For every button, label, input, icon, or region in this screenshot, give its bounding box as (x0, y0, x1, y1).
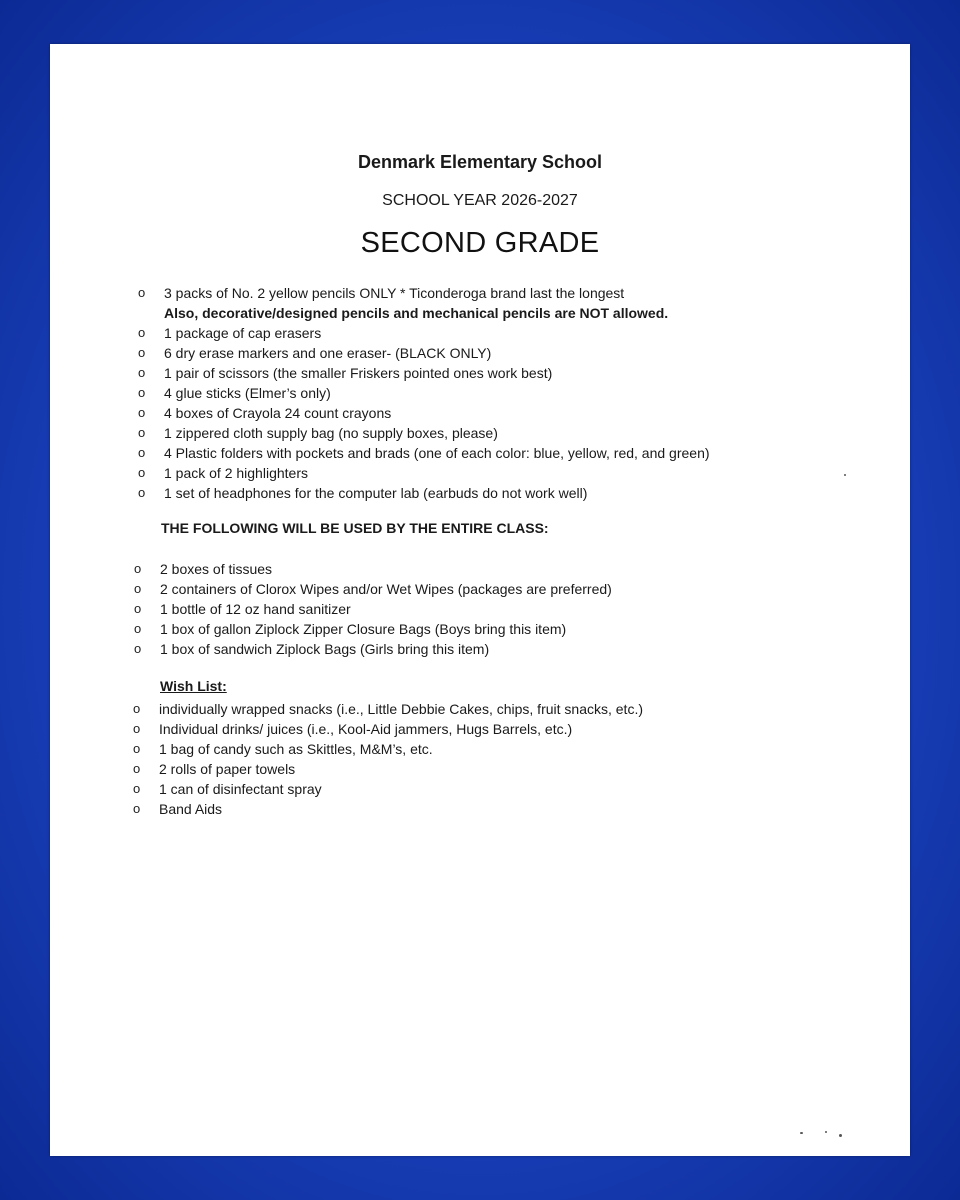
supply-item-note: Also, decorative/designed pencils and mechanical pencils are NOT allowed. (164, 305, 669, 321)
wish-item-text: Individual drinks/ juices (i.e., Kool-Aid jammers, Hugs Barrels, etc.) (159, 721, 573, 737)
list-item (138, 383, 710, 403)
list-item (133, 759, 643, 779)
scan-speck (839, 1134, 842, 1137)
list-item (138, 403, 710, 423)
supply-item-text: 3 packs of No. 2 yellow pencils ONLY * Ticonderoga brand last the longest (164, 285, 625, 301)
list-item (133, 739, 643, 759)
bullet-icon: o (138, 465, 146, 480)
class-items-list (134, 559, 612, 659)
wish-list (133, 699, 643, 819)
school-name: Denmark Elementary School (357, 152, 603, 172)
list-item (138, 283, 710, 323)
bullet-icon: o (134, 561, 142, 576)
bullet-icon: o (133, 801, 141, 816)
scan-speck (800, 1132, 803, 1134)
wish-item-text: 1 can of disinfectant spray (159, 781, 322, 797)
supply-item-text: 1 set of headphones for the computer lab (earbuds do not work well) (164, 485, 588, 501)
bullet-icon: o (134, 601, 142, 616)
supply-item-text: 6 dry erase markers and one eraser- (BLACK ONLY) (164, 345, 492, 361)
class-item-text: 1 bottle of 12 oz hand sanitizer (160, 601, 351, 617)
list-item (133, 799, 643, 819)
list-item (138, 483, 710, 503)
wish-item-text: Band Aids (159, 801, 223, 817)
supply-list-page (50, 44, 910, 1156)
class-item-text: 1 box of sandwich Ziplock Bags (Girls bring this item) (160, 641, 490, 657)
supply-item-text: 4 Plastic folders with pockets and brads (one of each color: blue, yellow, red, and green) (164, 445, 710, 461)
list-item (134, 559, 612, 579)
bullet-icon: o (138, 285, 146, 300)
bullet-icon: o (138, 445, 146, 460)
wish-item-text: 1 bag of candy such as Skittles, M&M’s, etc. (159, 741, 433, 757)
bullet-icon: o (133, 701, 141, 716)
wish-item-text: individually wrapped snacks (i.e., Little Debbie Cakes, chips, fruit snacks, etc.) (159, 701, 643, 717)
school-year: SCHOOL YEAR 2026-2027 (382, 192, 578, 209)
wish-item-text: 2 rolls of paper towels (159, 761, 296, 777)
bullet-icon: o (138, 485, 146, 500)
list-item (133, 719, 643, 739)
supply-item-text: 4 boxes of Crayola 24 count crayons (164, 405, 392, 421)
bullet-icon: o (138, 385, 146, 400)
list-item (134, 619, 612, 639)
bullet-icon: o (133, 741, 141, 756)
wish-list-heading: Wish List: (160, 678, 227, 694)
list-item (134, 639, 612, 659)
list-item (138, 423, 710, 443)
list-item (134, 579, 612, 599)
list-item (133, 779, 643, 799)
bullet-icon: o (138, 405, 146, 420)
grade-title: SECOND GRADE (360, 227, 600, 259)
scan-speck (825, 1131, 827, 1133)
supply-item-text: 1 zippered cloth supply bag (no supply boxes, please) (164, 425, 498, 441)
bullet-icon: o (134, 641, 142, 656)
class-item-text: 2 containers of Clorox Wipes and/or Wet Wipes (packages are preferred) (160, 581, 612, 597)
class-items-heading: THE FOLLOWING WILL BE USED BY THE ENTIRE CLASS: (161, 520, 549, 536)
class-item-text: 2 boxes of tissues (160, 561, 273, 577)
list-item (138, 463, 710, 483)
supply-item-text: 1 pack of 2 highlighters (164, 465, 308, 481)
list-item (134, 599, 612, 619)
student-supplies-list (138, 283, 710, 503)
bullet-icon: o (134, 581, 142, 596)
bullet-icon: o (133, 721, 141, 736)
class-item-text: 1 box of gallon Ziplock Zipper Closure Bags (Boys bring this item) (160, 621, 567, 637)
bullet-icon: o (134, 621, 142, 636)
list-item (138, 343, 710, 363)
supply-item-text: 1 package of cap erasers (164, 325, 322, 341)
bullet-icon: o (133, 781, 141, 796)
bullet-icon: o (138, 365, 146, 380)
list-item (133, 699, 643, 719)
list-item (138, 363, 710, 383)
supply-item-text: 1 pair of scissors (the smaller Friskers pointed ones work best) (164, 365, 553, 381)
supply-item-text: 4 glue sticks (Elmer’s only) (164, 385, 331, 401)
bullet-icon: o (138, 425, 146, 440)
scan-speck (844, 474, 846, 476)
bullet-icon: o (133, 761, 141, 776)
bullet-icon: o (138, 345, 146, 360)
list-item (138, 443, 710, 463)
list-item (138, 323, 710, 343)
bullet-icon: o (138, 325, 146, 340)
